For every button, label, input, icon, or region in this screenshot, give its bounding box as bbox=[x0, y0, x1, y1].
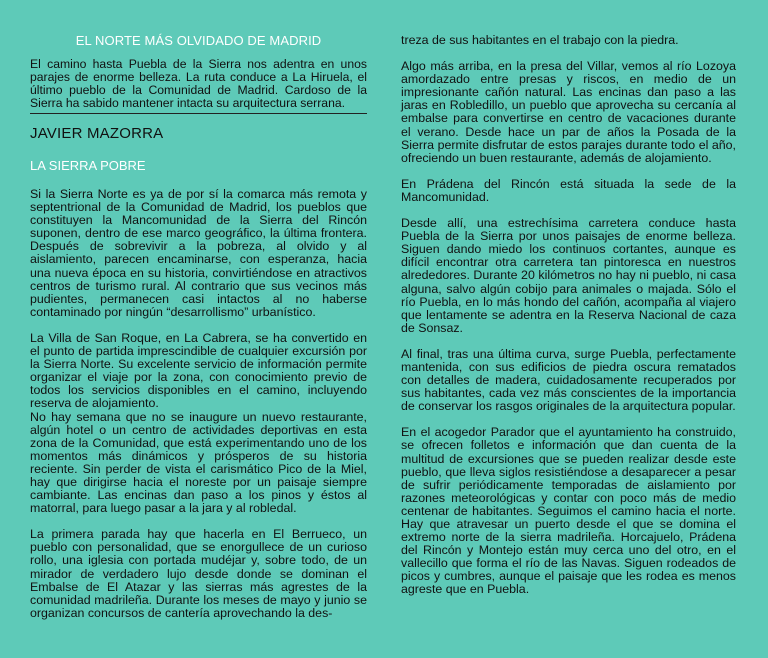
body-paragraph: No hay semana que no se inaugure un nuevo restaurante, algún hotel o un centro de actividades deportivas en esta zona de la Comunidad, que está experimentando uno de los momentos más dinámicos y prósperos de su historia reciente. Sin perder de vista el carismático Pico de la Miel, hay que dirigirse hacia el noreste por un paisaje siempre cambiante. Las encinas dan paso a los pinos y éstos al matorral, para luego pasar a la jara y al robledal. bbox=[30, 409, 367, 516]
body-paragraph: La primera parada hay que hacerla en El Berrueco, un pueblo con personalidad, que se enorgullece de un curioso rollo, una iglesia con portada mudéjar y, sobre todo, de un mirador de verdadero lujo desde donde se dominan el Embalse de El Atazar y las sierras más agrestes de la comunidad madrileña. Durante los meses de mayo y junio se organizan concursos de cantería aprovechando la des- bbox=[30, 527, 367, 620]
intro-text: El camino hasta Puebla de la Sierra nos adentra en unos parajes de enorme belleza. La ruta conduce a La Hiruela, el último pueblo de la Comunidad de Madrid. Cardoso de la Sierra ha sabido mantener intacta su arquitectura serrana. bbox=[30, 58, 367, 114]
body-paragraph: En Prádena del Rincón está situada la sede de la Mancomunidad. bbox=[401, 176, 736, 204]
body-paragraph: Algo más arriba, en la presa del Villar, vemos al río Lozoya amordazado entre presas y riscos, en medio de un impresionante cañón natural. Las encinas dan paso a las jaras en Robledillo, un pueblo que aprovecha su cercanía al embalse para convertirse en centro de vacaciones durante el verano. Desde hace un par de años la Posada de la Sierra permite disfrutar de estos parajes durante todo el año, ofreciendo un buen restaurante, además de alojamiento. bbox=[401, 59, 736, 165]
left-column bbox=[30, 33, 367, 620]
author-name: JAVIER MAZORRA bbox=[30, 125, 164, 142]
body-paragraph: treza de sus habitantes en el trabajo con la piedra. bbox=[401, 33, 679, 47]
section-title: EL NORTE MÁS OLVIDADO DE MADRID bbox=[75, 33, 322, 48]
body-paragraph: Desde allí, una estrechísima carretera conduce hasta Puebla de la Sierra por unos paisajes de enorme belleza. Siguen dando miedo los continuos cortantes, aunque es difícil encontrar otra carretera tan pintoresca en nuestros alrededores. Durante 20 kilómetros no hay ni pueblo, ni casa alguna, salvo algún cobijo para animales o majada. Sólo el río Puebla, en lo más hondo del cañón, acompaña al viajero que lentamente se adentra en la Reserva Nacional de caza de Sonsaz. bbox=[401, 216, 736, 335]
body-paragraph: En el acogedor Parador que el ayuntamiento ha construido, se ofrecen folletos e información que dan cuenta de la multitud de excursiones que se pueden realizar desde este pueblo, que lleva siglos resistiéndose a desaparecer a pesar de sufrir periódicamente temporadas de aislamiento por razones meteorológicas y contar con poco más de medio centenar de habitantes. Seguimos el camino hacia el norte. Hay que atravesar un puerto desde el que se domina el extremo norte de la sierra madrileña. Horcajuelo, Prádena del Rincón y Montejo están muy cerca uno del otro, en el vallecillo que forma el río de las Navas. Siguen rodeados de picos y cumbres, aunque el paisaje que les rodea es menos agreste que en Puebla. bbox=[401, 425, 736, 597]
right-column bbox=[401, 34, 736, 597]
body-paragraph: La Villa de San Roque, en La Cabrera, se ha convertido en el punto de partida imprescindible de cualquier excursión por la Sierra Norte. Su excelente servicio de información permite organizar el viaje por la zona, con conocimiento previo de todos los servicios disponibles en el camino, incluyendo reserva de alojamiento. bbox=[30, 330, 367, 411]
body-paragraph: Si la Sierra Norte es ya de por sí la comarca más remota y septentrional de la Comunidad de Madrid, los pueblos que constituyen la Mancomunidad de la Sierra del Rincón suponen, dentro de ese marco geográfico, la última frontera. Después de sobrevivir a la pobreza, al olvido y al aislamiento, parecen encaminarse, con esperanza, hacia una nueva época en su historia, convirtiéndose en atractivos centros de turismo rural. Al contrario que sus vecinos más pudientes, permanecen casi intactos al no haberse contaminado por ningún “desarrollismo” urbanístico. bbox=[30, 187, 367, 319]
subheading: LA SIERRA POBRE bbox=[30, 158, 146, 173]
body-paragraph: Al final, tras una última curva, surge Puebla, perfectamente mantenida, con sus edificios de piedra oscura rematados con detalles de madera, cuidadosamente recuperados por sus habitantes, cada vez más conscientes de la importancia de conservar los rasgos originales de la arquitectura popular. bbox=[401, 346, 736, 414]
